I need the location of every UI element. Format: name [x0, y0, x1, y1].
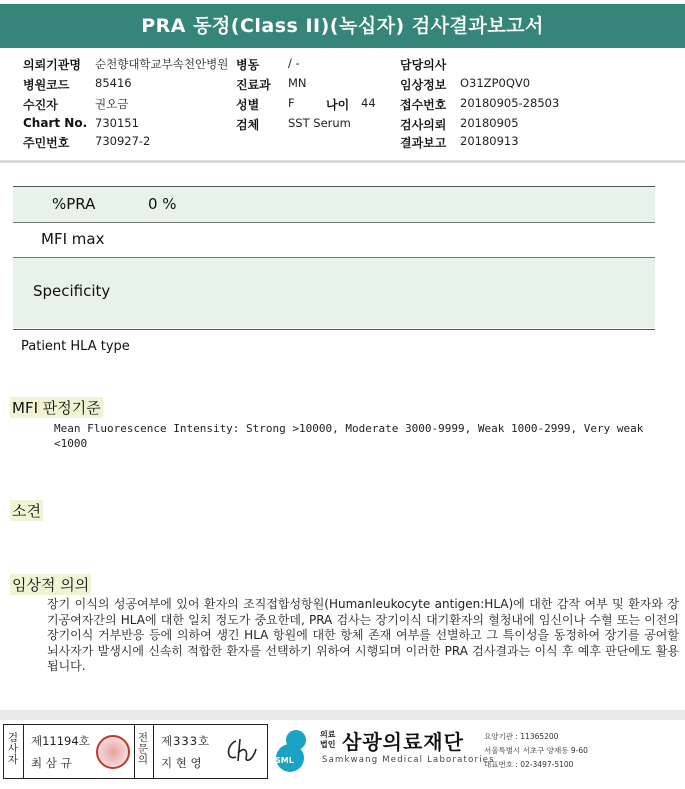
divider [134, 725, 135, 778]
pra-row [13, 187, 655, 223]
clinical-info-value: O31ZP0QV0 [460, 76, 531, 90]
specificity-label: Specificity [33, 282, 111, 300]
specimen-value: SST Serum [288, 116, 351, 130]
request-date-label: 검사의뢰 [400, 118, 447, 132]
receipt-no-value: 20180905-28503 [460, 96, 560, 110]
pra-label: %PRA [52, 195, 96, 213]
examiner-seal-icon [96, 735, 130, 769]
organization-name: 삼광의료재단 [342, 730, 464, 754]
institution-value: 순천향대학교부속천안병원 [95, 57, 229, 71]
specialist-vertical-label: 전 문 의 [137, 732, 149, 766]
patient-value: 권오금 [95, 97, 129, 111]
clinical-significance-text: 장기 이식의 성공여부에 있어 환자의 조직접합성항원(Humanleukocyte antigen:HLA)에 대한 감작 여부 및 환자와 장기공여자간의 HLA에 대한 일치 정도가 중요한데, PRA 검사는 장기이식 대기환자의 혈청내에 임신이나 수혈 또는 이전의 장기이식 거부반응 등에 의하여 생긴 HLA 항원에 대한 항체 존재 여부를 선별하고 그 특이성을 동정하여 장기를 공여할 뇌사자가 발생시에 신속히 적합한 환자를 선택하기 위하여 시행되며 이러한 PRA 검사결과는 이식 후 예후 판단에도 활용됩니다. [47, 597, 679, 674]
resident-no-value: 730927-2 [95, 134, 151, 148]
ward-label: 병동 [236, 58, 260, 72]
divider [23, 725, 24, 778]
mfi-criteria-line-1: Mean Fluorescence Intensity: Strong >10000, Moderate 3000-9999, Weak 1000-2999, Very weak [54, 422, 644, 435]
examiner-license-no: 제11194호 [31, 734, 90, 748]
footer-separator [0, 710, 685, 720]
clinical-info-label: 임상정보 [400, 78, 447, 92]
signature-box [3, 724, 268, 779]
hospital-code-label: 병원코드 [23, 78, 70, 92]
mfi-criteria-line-2: <1000 [54, 437, 88, 450]
specialist-license-no: 제333호 [161, 734, 211, 748]
sex-label: 성별 [236, 98, 260, 112]
info-divider [0, 160, 685, 163]
signature-icon [222, 735, 262, 767]
report-date-value: 20180913 [460, 134, 519, 148]
pra-value: 0 % [148, 195, 177, 213]
sex-value: F [288, 96, 295, 110]
department-label: 진료과 [236, 78, 271, 92]
chart-no-label: Chart No. [23, 116, 88, 130]
sml-logo-text: SML [275, 756, 294, 765]
age-value: 44 [361, 96, 376, 110]
opinion-heading: 소견 [12, 502, 41, 520]
divider [153, 725, 154, 778]
department-value: MN [288, 76, 307, 90]
resident-no-label: 주민번호 [23, 136, 70, 150]
report-date-label: 결과보고 [400, 136, 447, 150]
receipt-no-label: 접수번호 [400, 98, 447, 112]
sml-logo-icon [270, 726, 318, 774]
institution-label: 의뢰기관명 [23, 58, 81, 72]
patient-label: 수진자 [23, 98, 58, 112]
mfi-criteria-heading: MFI 판정기준 [12, 399, 101, 417]
ward-value: / - [288, 56, 300, 70]
organization-address: 서울특별시 서초구 양재동 9-60 [484, 746, 588, 755]
patient-hla-label: Patient HLA type [21, 339, 130, 354]
mfi-max-label: MFI max [41, 230, 105, 248]
hospital-code-value: 85416 [95, 76, 132, 90]
report-title: PRA 동정(Class II)(녹십자) 검사결과보고서 [141, 15, 544, 37]
organization-name-en: Samkwang Medical Laboratories [322, 755, 495, 765]
physician-label: 담당의사 [400, 58, 447, 72]
license-number: 요양기관 : 11365200 [484, 732, 559, 741]
mfi-max-row [13, 223, 655, 258]
examiner-name: 최 삼 규 [31, 756, 72, 770]
clinical-heading: 임상적 의의 [12, 576, 90, 594]
examiner-vertical-label: 검 사 자 [7, 732, 19, 766]
chart-no-value: 730151 [95, 116, 139, 130]
age-label: 나이 [326, 98, 350, 112]
corp-type-1: 의료 [320, 730, 336, 739]
corp-type-2: 법인 [320, 740, 336, 749]
organization-phone: 대표번호 : 02-3497-5100 [484, 760, 574, 769]
specificity-row [13, 258, 655, 328]
specimen-label: 검체 [236, 118, 260, 132]
request-date-value: 20180905 [460, 116, 519, 130]
specialist-name: 지 현 영 [161, 756, 202, 770]
